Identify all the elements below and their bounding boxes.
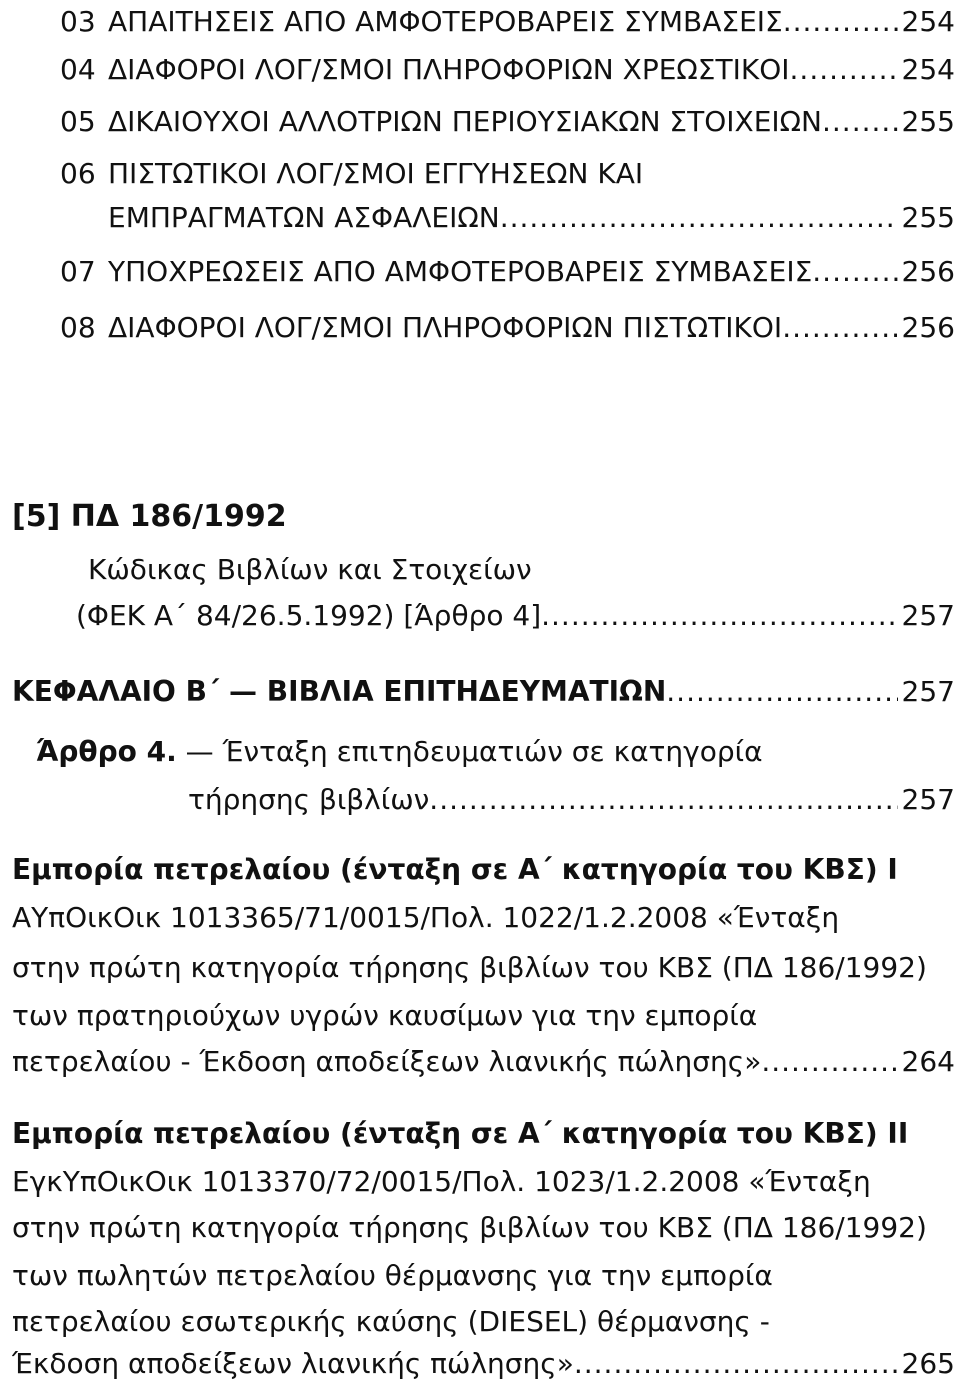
leader-dots — [666, 670, 897, 714]
entry-line: Έκδοση αποδείξεων λιανικής πώλησης» — [12, 1347, 574, 1380]
entry-last-line — [12, 1342, 955, 1386]
section-heading: [5] ΠΔ 186/1992 — [12, 499, 287, 534]
toc-number: 04 — [60, 53, 96, 86]
toc-entry — [60, 0, 955, 44]
toc-page-number: 255 — [901, 105, 955, 138]
toc-title: ΔΙΑΦΟΡΟΙ ΛΟΓ/ΣΜΟΙ ΠΛΗΡΟΦΟΡΙΩΝ ΠΙΣΤΩΤΙΚΟΙ — [108, 311, 783, 344]
chapter-entry — [12, 670, 955, 714]
entry-heading: Εμπορία πετρελαίου (ένταξη σε Α΄ κατηγορία του ΚΒΣ) Ι — [12, 853, 898, 886]
toc-page-number: 255 — [901, 201, 955, 234]
leader-dots — [574, 1342, 898, 1386]
entry-line: ΕγκΥπΟικΟικ 1013370/72/0015/Πολ. 1023/1.2.2008 «Ένταξη — [12, 1165, 871, 1198]
entry-line: στην πρώτη κατηγορία τήρησης βιβλίων του ΚΒΣ (ΠΔ 186/1992) — [12, 951, 927, 984]
toc-title: ΔΙΚΑΙΟΥΧΟΙ ΑΛΛΟΤΡΙΩΝ ΠΕΡΙΟΥΣΙΑΚΩΝ ΣΤΟΙΧΕΙΩΝ — [108, 105, 822, 138]
entry-last-line — [12, 1040, 955, 1084]
leader-dots — [429, 778, 897, 822]
leader-dots — [783, 0, 898, 44]
toc-page-number: 257 — [901, 783, 955, 816]
article-line2 — [188, 778, 955, 822]
entry-line: των πωλητών πετρελαίου θέρμανσης για την εμπορία — [12, 1259, 773, 1292]
toc-number: 05 — [60, 105, 96, 138]
leader-dots — [782, 306, 897, 350]
toc-entry-line2 — [108, 196, 955, 240]
toc-page-number: 256 — [901, 311, 955, 344]
toc-title: ΠΙΣΤΩΤΙΚΟΙ ΛΟΓ/ΣΜΟΙ ΕΓΓΥΗΣΕΩΝ ΚΑΙ — [108, 157, 644, 190]
toc-number: 08 — [60, 311, 96, 344]
leader-dots — [500, 196, 898, 240]
toc-number: 03 — [60, 5, 96, 38]
toc-title: ΔΙΑΦΟΡΟΙ ΛΟΓ/ΣΜΟΙ ΠΛΗΡΟΦΟΡΙΩΝ ΧΡΕΩΣΤΙΚΟΙ — [108, 53, 790, 86]
toc-number: 07 — [60, 255, 96, 288]
entry-line: πετρελαίου εσωτερικής καύσης (DIESEL) θέρμανσης - — [12, 1305, 770, 1338]
toc-entry — [60, 100, 955, 144]
section-subtitle: Κώδικας Βιβλίων και Στοιχείων — [88, 553, 532, 586]
toc-page-number: 256 — [901, 255, 955, 288]
toc-title: ΥΠΟΧΡΕΩΣΕΙΣ ΑΠΟ ΑΜΦΟΤΕΡΟΒΑΡΕΙΣ ΣΥΜΒΑΣΕΙΣ — [108, 255, 813, 288]
toc-page-number: 264 — [901, 1045, 955, 1078]
fek-text: (ΦΕΚ Α΄ 84/26.5.1992) [Άρθρο 4] — [76, 599, 542, 632]
toc-page-number: 265 — [901, 1347, 955, 1380]
toc-entry — [60, 306, 955, 350]
toc-page-number: 254 — [901, 5, 955, 38]
toc-entry-line1 — [60, 152, 955, 196]
toc-entry — [60, 250, 955, 294]
toc-page-number: 254 — [901, 53, 955, 86]
article-title: — Ένταξη επιτηδευματιών σε κατηγορία — [176, 735, 763, 768]
leader-dots — [790, 48, 898, 92]
toc-page-number: 257 — [901, 599, 955, 632]
toc-title: ΕΜΠΡΑΓΜΑΤΩΝ ΑΣΦΑΛΕΙΩΝ — [108, 201, 500, 234]
leader-dots — [541, 594, 897, 638]
toc-entry — [60, 48, 955, 92]
leader-dots — [822, 100, 898, 144]
entry-line: ΑΥπΟικΟικ 1013365/71/0015/Πολ. 1022/1.2.2008 «Ένταξη — [12, 901, 840, 934]
article-line1 — [36, 730, 955, 774]
article-title-cont: τήρησης βιβλίων — [188, 783, 430, 816]
leader-dots — [761, 1040, 897, 1084]
entry-line: πετρελαίου - Έκδοση αποδείξεων λιανικής πώλησης» — [12, 1045, 762, 1078]
section-fek — [76, 594, 955, 638]
entry-line: στην πρώτη κατηγορία τήρησης βιβλίων του ΚΒΣ (ΠΔ 186/1992) — [12, 1211, 927, 1244]
entry-line: των πρατηριούχων υγρών καυσίμων για την εμπορία — [12, 999, 758, 1032]
chapter-title: ΚΕΦΑΛΑΙΟ Β΄ — ΒΙΒΛΙΑ ΕΠΙΤΗΔΕΥΜΑΤΙΩΝ — [12, 675, 667, 708]
toc-title: ΑΠΑΙΤΗΣΕΙΣ ΑΠΟ ΑΜΦΟΤΕΡΟΒΑΡΕΙΣ ΣΥΜΒΑΣΕΙΣ — [108, 5, 783, 38]
article-label: Άρθρο 4. — [36, 735, 177, 768]
toc-page-number: 257 — [901, 675, 955, 708]
leader-dots — [812, 250, 897, 294]
toc-number: 06 — [60, 157, 96, 190]
entry-heading: Εμπορία πετρελαίου (ένταξη σε Α΄ κατηγορία του ΚΒΣ) ΙΙ — [12, 1117, 909, 1150]
